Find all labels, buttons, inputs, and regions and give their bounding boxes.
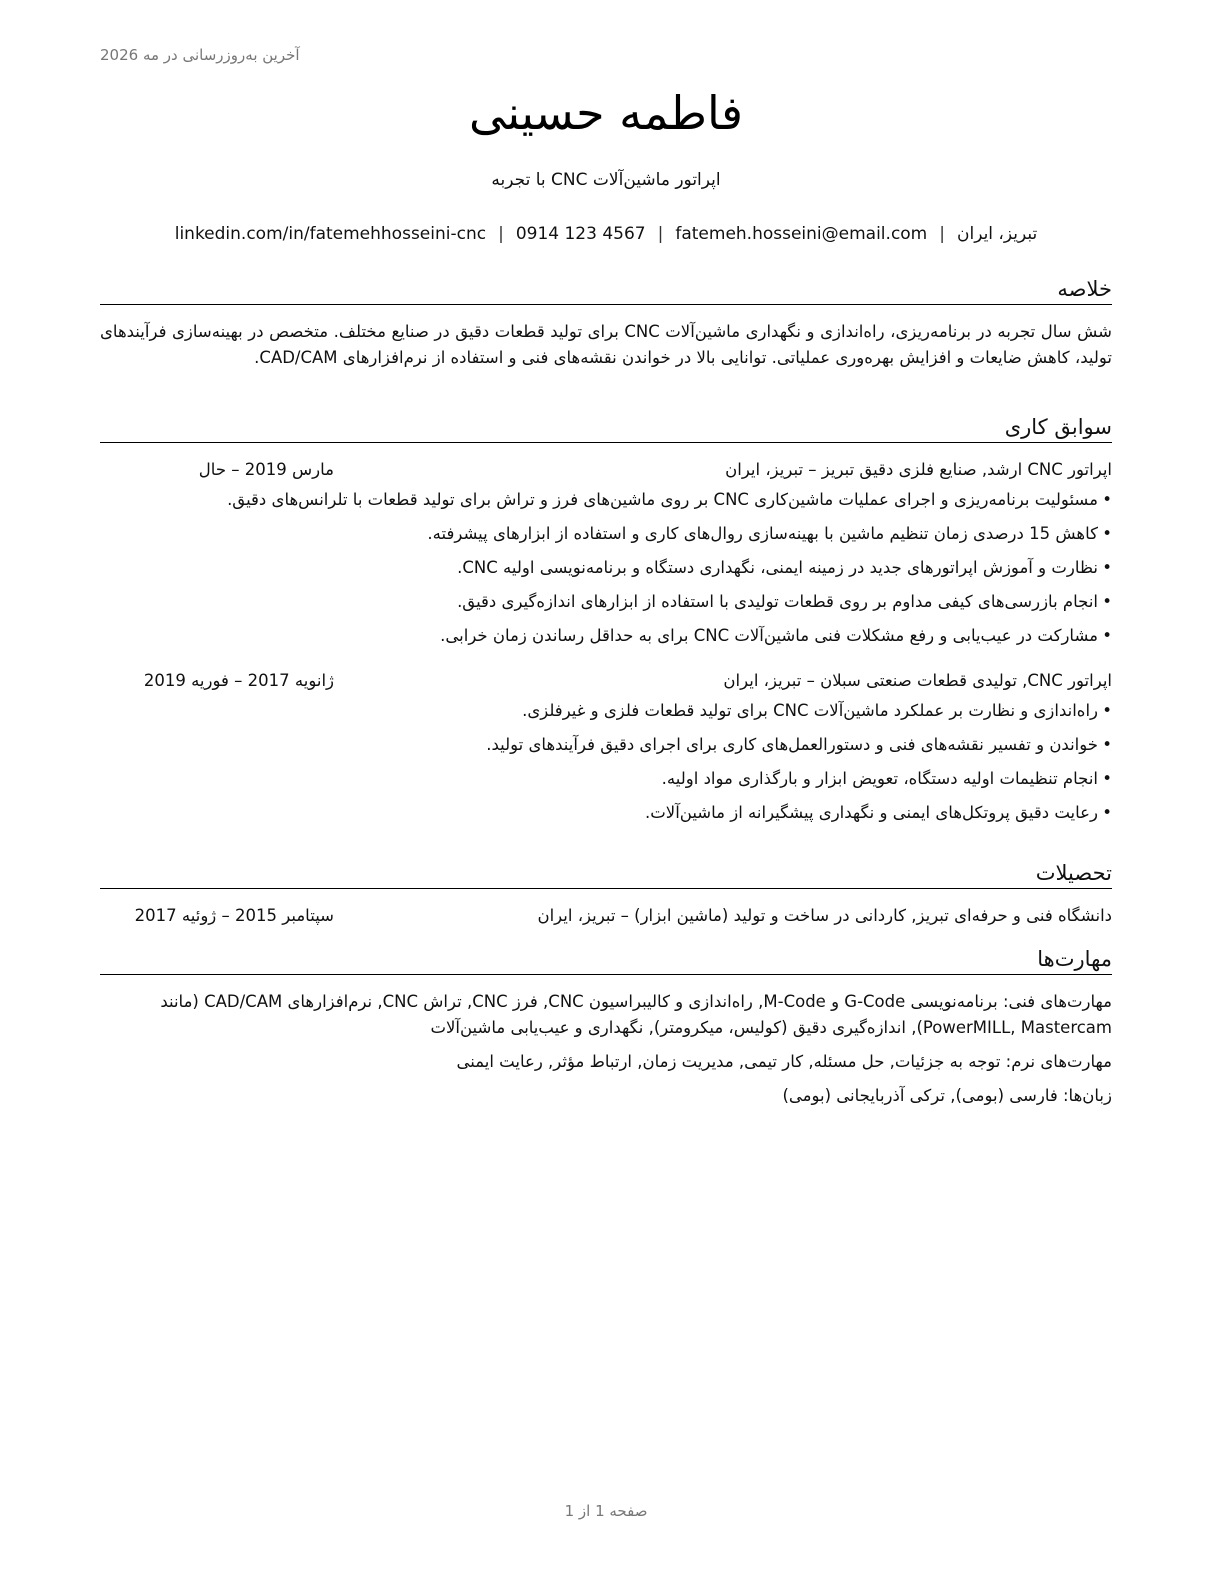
contact-phone[interactable]: 0914 123 4567 bbox=[515, 224, 646, 244]
summary-title: خلاصه bbox=[100, 276, 1112, 305]
job-dates: ژانویه 2017 – فوریه 2019 bbox=[143, 671, 334, 691]
contact-separator: | bbox=[939, 224, 945, 244]
resume-page bbox=[100, 0, 1112, 1584]
job-bullet: • نظارت و آموزش اپراتورهای جدید در زمینه ایمنی، نگهداری دستگاه و برنامه‌نویسی اولیه CNC. bbox=[100, 556, 1112, 580]
contact-location: تبریز، ایران bbox=[956, 224, 1038, 244]
contact-linkedin[interactable]: linkedin.com/in/fatemehhosseini-cnc bbox=[174, 224, 487, 244]
page-number: صفحه 1 از 1 bbox=[564, 1502, 648, 1520]
job-entry bbox=[100, 668, 1112, 825]
job-bullet: • انجام تنظیمات اولیه دستگاه، تعویض ابزار و بارگذاری مواد اولیه. bbox=[100, 767, 1112, 791]
contact-email[interactable]: fatemeh.hosseini@email.com bbox=[675, 224, 928, 244]
contact-separator: | bbox=[498, 224, 504, 244]
job-bullets bbox=[100, 699, 1112, 825]
experience-title: سوابق کاری bbox=[100, 414, 1112, 443]
person-name: فاطمه حسینی bbox=[468, 86, 744, 140]
job-bullet: • انجام بازرسی‌های کیفی مداوم بر روی قطعات تولیدی با استفاده از ابزارهای اندازه‌گیری دقیق. bbox=[100, 590, 1112, 614]
job-role: اپراتور CNC, تولیدی قطعات صنعتی سبلان – تبریز، ایران bbox=[723, 671, 1112, 691]
experience-section bbox=[100, 414, 1112, 835]
contact-line bbox=[100, 224, 1112, 244]
job-bullet: • مسئولیت برنامه‌ریزی و اجرای عملیات ماشین‌کاری CNC بر روی ماشین‌های فرز و تراش برای تولید قطعات با تلرانس‌های دقیق. bbox=[100, 488, 1112, 512]
job-dates: مارس 2019 – حال bbox=[198, 460, 334, 480]
skills-section bbox=[100, 946, 1112, 1109]
job-bullet: • راه‌اندازی و نظارت بر عملکرد ماشین‌آلات CNC برای تولید قطعات فلزی و غیرفلزی. bbox=[100, 699, 1112, 723]
job-role: اپراتور CNC ارشد, صنایع فلزی دقیق تبریز – تبریز، ایران bbox=[725, 460, 1112, 480]
education-entry bbox=[100, 903, 1112, 929]
job-bullet: • رعایت دقیق پروتکل‌های ایمنی و نگهداری پیشگیرانه از ماشین‌آلات. bbox=[100, 801, 1112, 825]
education-institution: دانشگاه فنی و حرفه‌ای تبریز, کاردانی در ساخت و تولید (ماشین ابزار) – تبریز، ایران bbox=[537, 906, 1112, 926]
last-updated-note: آخرین به‌روزرسانی در مه 2026 bbox=[100, 46, 300, 64]
skills-soft: مهارت‌های نرم: توجه به جزئیات, حل مسئله, کار تیمی, مدیریت زمان, ارتباط مؤثر, رعایت ایمنی bbox=[456, 1052, 1112, 1072]
skills-languages: زبان‌ها: فارسی (بومی), ترکی آذربایجانی (بومی) bbox=[782, 1086, 1112, 1106]
education-dates: سپتامبر 2015 – ژوئیه 2017 bbox=[134, 906, 334, 926]
job-header bbox=[100, 457, 1112, 483]
education-title: تحصیلات bbox=[100, 860, 1112, 889]
job-bullet: • خواندن و تفسیر نقشه‌های فنی و دستورالعمل‌های کاری برای اجرای دقیق فرآیندهای تولید. bbox=[100, 733, 1112, 757]
skills-title: مهارت‌ها bbox=[100, 946, 1112, 975]
job-header bbox=[100, 668, 1112, 694]
skills-technical: مهارت‌های فنی: برنامه‌نویسی G-Code و M-Code, راه‌اندازی و کالیبراسیون CNC, فرز CNC, تراش CNC, نرم‌افزارهای CAD/CAM (مانند PowerMILL, Mastercam), اندازه‌گیری دقیق (کولیس، میکرومتر), نگهداری و عیب‌یابی ماشین‌آلات bbox=[160, 992, 1112, 1038]
job-bullet: • مشارکت در عیب‌یابی و رفع مشکلات فنی ماشین‌آلات CNC برای به حداقل رساندن زمان خرابی. bbox=[100, 624, 1112, 648]
contact-separator: | bbox=[657, 224, 664, 244]
job-entry bbox=[100, 457, 1112, 648]
summary-text: شش سال تجربه در برنامه‌ریزی، راه‌اندازی و نگهداری ماشین‌آلات CNC برای تولید قطعات دقیق در صنایع مختلف. متخصص در بهینه‌سازی فرآیندهای تولید، کاهش ضایعات و افزایش بهره‌وری عملیاتی. توانایی بالا در خواندن نقشه‌های فنی و استفاده از نرم‌افزارهای CAD/CAM. bbox=[100, 322, 1112, 368]
job-bullets bbox=[100, 488, 1112, 648]
job-subtitle: اپراتور ماشین‌آلات CNC با تجربه bbox=[491, 170, 721, 190]
summary-section bbox=[100, 276, 1112, 371]
education-section bbox=[100, 860, 1112, 929]
job-bullet: • کاهش 15 درصدی زمان تنظیم ماشین با بهینه‌سازی روال‌های کاری و استفاده از ابزارهای پیشرفته. bbox=[100, 522, 1112, 546]
